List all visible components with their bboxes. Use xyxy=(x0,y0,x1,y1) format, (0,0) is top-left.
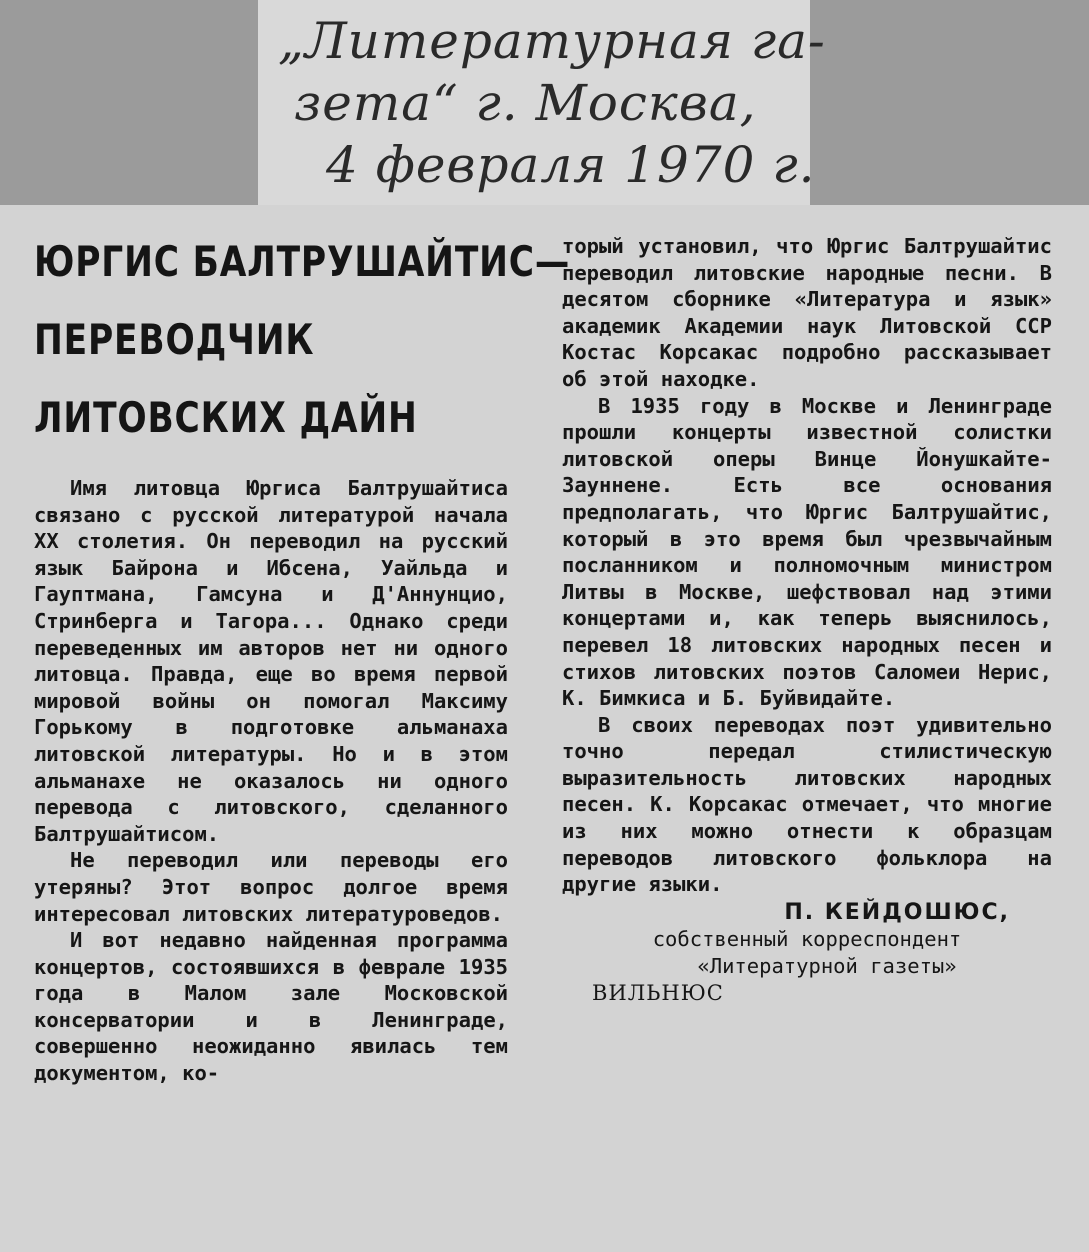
headline-line-2: ПЕРЕВОДЧИК xyxy=(34,315,315,364)
author-role: собственный корреспондент xyxy=(652,927,962,952)
newspaper-clipping xyxy=(0,205,1089,1252)
author-publication: «Литературной газеты» xyxy=(697,954,957,979)
paragraph: В своих переводах поэт удивительно точно передал стилистическую выразительность литовских народных песен. К. Корсакас отмечает, что многие из них можно отнести к образцам переводов литовского фольклора на другие языки. xyxy=(562,712,1052,897)
paragraph: Не переводил или переводы его утеряны? Этот вопрос долгое время интересовал литовских литературоведов. xyxy=(34,848,508,926)
headline-line-3: ЛИТОВСКИХ ДАЙН xyxy=(34,393,418,442)
article-headline xyxy=(34,223,570,457)
paragraph: И вот недавно найденная программа концертов, состоявшихся в феврале 1935 года в Малом зале Московской консерватории и в Ленинграде, совершенно неожиданно явилась тем документом, ко- xyxy=(34,928,508,1086)
article-column-left xyxy=(34,475,508,1087)
note-line-3: 4 февраля 1970 г. xyxy=(326,136,816,194)
headline-line-1: ЮРГИС БАЛТРУШАЙТИС— xyxy=(34,237,571,286)
note-line-2: зета“ г. Москва, xyxy=(294,74,757,132)
paragraph: Имя литовца Юргиса Балтрушайтиса связано с русской литературой начала XX столетия. Он переводил на русский язык Байрона и Ибсена, Уайльда и Гауптмана, Гамсуна и Д'Аннунцио, Стринберга и Тагора... Однако среди переведенных им авторов нет ни одного литовца. Правда, еще во время первой мировой войны он помогал Максиму Горькому в подготовке альманаха литовской литературы. Но и в этом альманахе не оказалось ни одного перевода с литовского, сделанного Балтрушайтисом. xyxy=(34,476,508,846)
dateline-city: ВИЛЬНЮС xyxy=(592,980,724,1005)
note-line-1: „Литературная га- xyxy=(278,12,826,70)
paragraph: торый установил, что Юргис Балтрушайтис переводил литовские народные песни. В десятом сборнике «Литература и язык» академик Академии наук Литовской ССР Костас Корсакас подробно рассказывает об этой находке. xyxy=(562,234,1052,391)
paragraph: В 1935 году в Москве и Ленинграде прошли концерты известной солистки литовской оперы Винце Йонушкайте-Зауннене. Есть все основания предполагать, что Юргис Балтрушайтис, который в это время был чрезвычайным посланником и полномочным министром Литвы в Москве, шефствовал над этими концертами и, как теперь выяснилось, перевел 18 литовских народных песен и стихов литовских поэтов Саломеи Нерис, К. Бимкиса и Б. Буйвидайте. xyxy=(562,393,1052,711)
handwritten-source-note xyxy=(258,0,826,205)
author-name: П. КЕЙДОШЮС, xyxy=(784,899,1010,925)
article-column-right xyxy=(562,233,1052,1006)
